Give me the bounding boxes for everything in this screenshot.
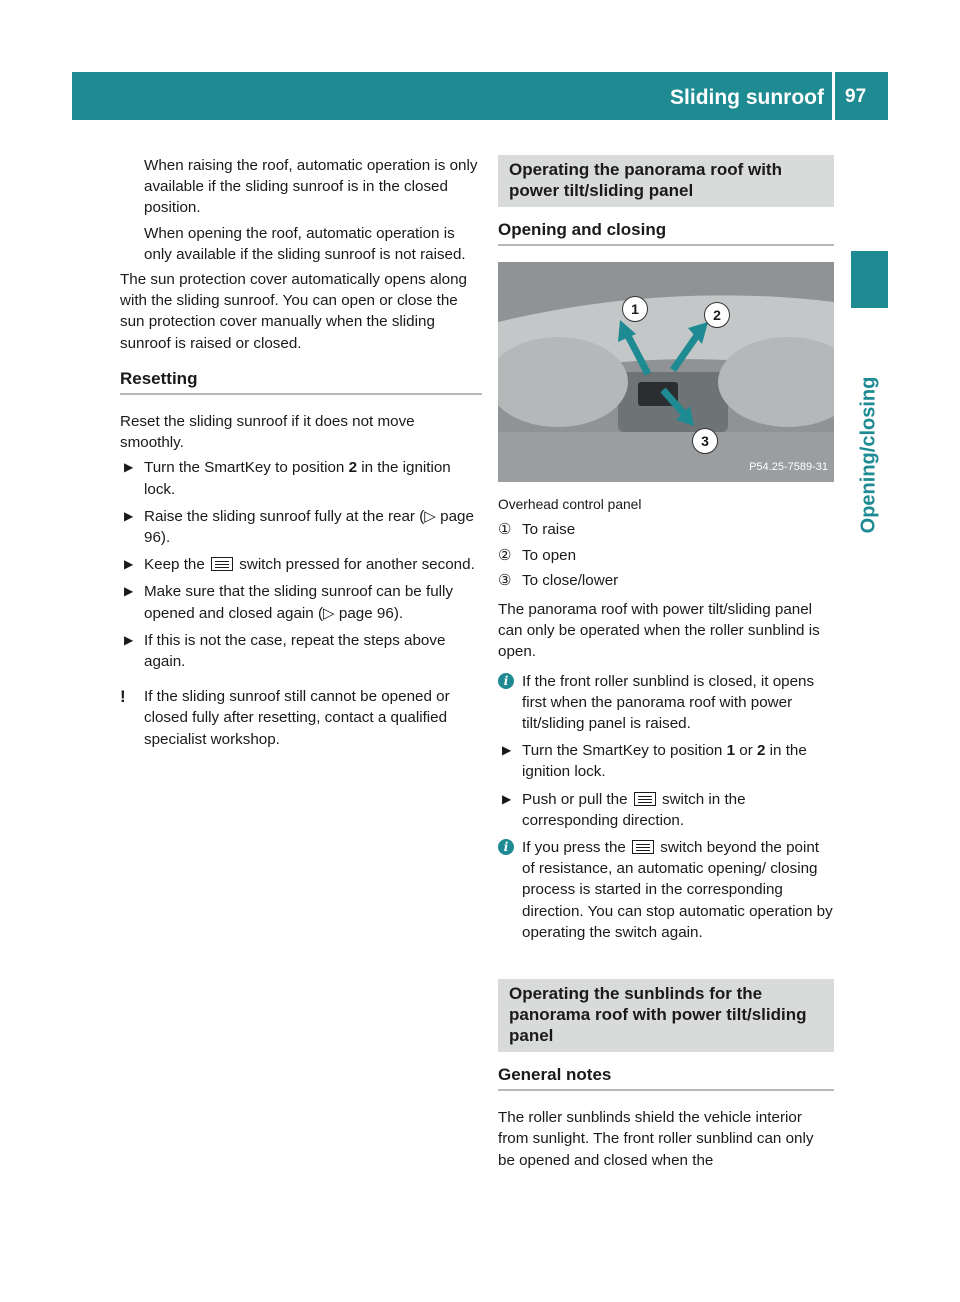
panorama-paragraph: The panorama roof with power tilt/sliding panel can only be operated when the roller sunblind is open. bbox=[498, 601, 820, 661]
page-section-title: Sliding sunroof bbox=[670, 86, 824, 109]
callout-2: 2 bbox=[704, 302, 730, 328]
step-item: ▶ Push or pull the switch in the corresponding direction. bbox=[502, 790, 746, 829]
step-item: ▶ Make sure that the sliding sunroof can be fully opened and closed again (▷ page 96). bbox=[124, 583, 453, 622]
step-arrow-icon: ▶ bbox=[124, 632, 134, 647]
general-notes-heading: General notes bbox=[498, 1064, 834, 1091]
callout-1: 1 bbox=[622, 296, 648, 322]
intro-paragraph-2: When opening the roof, automatic operation is only available if the sliding sunroof is not raised. bbox=[144, 224, 466, 263]
step-item: ▶ Raise the sliding sunroof fully at the rear (▷ page 96). bbox=[124, 507, 474, 547]
figure-caption: Overhead control panel bbox=[498, 497, 642, 513]
photo-code: P54.25-7589-31 bbox=[749, 461, 828, 473]
right-column bbox=[498, 155, 834, 1175]
step-item: ▶ Keep the switch pressed for another second. bbox=[120, 554, 482, 575]
legend-item: ① To raise bbox=[498, 521, 576, 539]
left-column bbox=[120, 155, 482, 756]
legend-item: ③ To close/lower bbox=[498, 571, 619, 589]
step-item: ▶ If this is not the case, repeat the steps above again. bbox=[124, 631, 446, 671]
sunblinds-paragraph: The roller sunblinds shield the vehicle interior from sunlight. The front roller sunblind can only be opened and closed when the bbox=[498, 1109, 814, 1169]
opening-closing-heading: Opening and closing bbox=[498, 219, 834, 246]
info-note: i If you press the switch beyond the point of resistance, an automatic opening/ closing process is started in the corresponding direction. You can stop automatic operation by operating the switch again. bbox=[498, 837, 834, 943]
resetting-intro: Reset the sliding sunroof if it does not move smoothly. bbox=[120, 413, 415, 452]
sun-protection-paragraph: The sun protection cover automatically opens along with the sliding sunroof. You can open or close the sun protection cover manually when the sliding sunroof is raised or closed. bbox=[120, 271, 467, 352]
side-chapter-label: Opening/closing bbox=[857, 376, 880, 534]
step-item: ▶ Turn the SmartKey to position 2 in the ignition lock. bbox=[124, 459, 451, 498]
step-arrow-icon: ▶ bbox=[124, 508, 134, 523]
callout-3: 3 bbox=[692, 428, 718, 454]
overhead-control-panel-photo bbox=[498, 262, 834, 482]
roof-switch-icon bbox=[634, 792, 656, 806]
step-item: ▶ Turn the SmartKey to position 1 or 2 in the ignition lock. bbox=[502, 742, 807, 781]
side-tab-marker bbox=[851, 251, 888, 308]
step-arrow-icon: ▶ bbox=[124, 557, 134, 572]
warning-icon: ! bbox=[120, 687, 126, 707]
sunblinds-section-heading: Operating the sunblinds for the panorama roof with power tilt/sliding panel bbox=[498, 979, 834, 1052]
info-icon: i bbox=[498, 673, 514, 689]
info-icon: i bbox=[498, 839, 514, 855]
info-note: i If the front roller sunblind is closed, it opens first when the panorama roof with power tilt/sliding panel is raised. bbox=[498, 671, 834, 735]
step-arrow-icon: ▶ bbox=[124, 460, 134, 475]
resetting-heading: Resetting bbox=[120, 368, 482, 395]
roof-switch-icon bbox=[632, 840, 654, 854]
intro-paragraph-1: When raising the roof, automatic operation is only available if the sliding sunroof is in the closed position. bbox=[144, 157, 478, 217]
header-divider bbox=[832, 72, 835, 120]
warning-note: ! If the sliding sunroof still cannot be opened or closed fully after resetting, contact a qualified specialist workshop. bbox=[120, 687, 450, 748]
step-arrow-icon: ▶ bbox=[124, 584, 134, 599]
page-number: 97 bbox=[845, 86, 867, 107]
panorama-section-heading: Operating the panorama roof with power tilt/sliding panel bbox=[498, 155, 834, 207]
legend-item: ② To open bbox=[498, 546, 577, 564]
step-arrow-icon: ▶ bbox=[502, 743, 512, 758]
control-panel-illustration bbox=[498, 262, 834, 482]
step-arrow-icon: ▶ bbox=[502, 791, 512, 806]
roof-switch-icon bbox=[211, 557, 233, 571]
